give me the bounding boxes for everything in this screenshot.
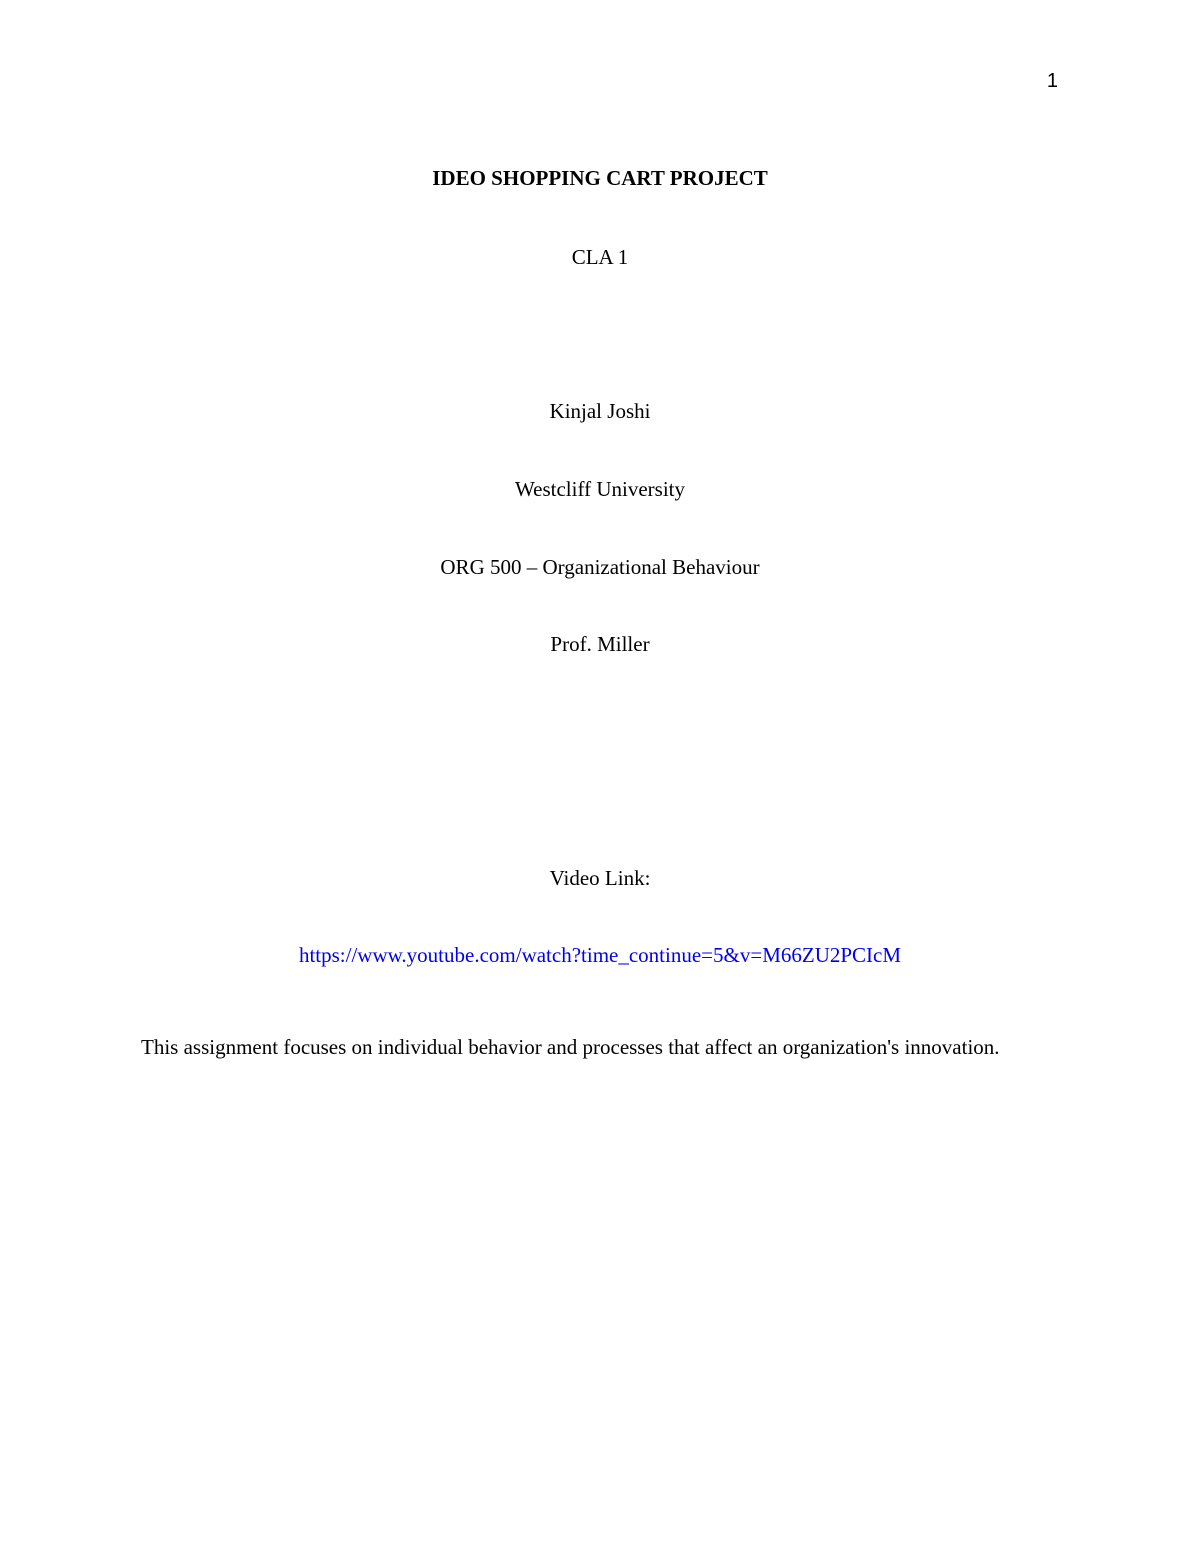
body-paragraph: This assignment focuses on individual behavior and processes that affect an organization's innovation. xyxy=(141,1035,1000,1059)
author-name: Kinjal Joshi xyxy=(549,399,651,423)
professor-name: Prof. Miller xyxy=(550,632,650,656)
document-title: IDEO SHOPPING CART PROJECT xyxy=(432,166,768,190)
course-name: ORG 500 – Organizational Behaviour xyxy=(440,555,760,579)
video-link-label: Video Link: xyxy=(549,866,651,890)
video-link[interactable]: https://www.youtube.com/watch?time_continue=5&v=M66ZU2PCIcM xyxy=(298,943,902,967)
video-link-line xyxy=(0,943,1200,967)
document-subtitle: CLA 1 xyxy=(571,245,629,269)
page-number: 1 xyxy=(1046,70,1058,92)
institution-name: Westcliff University xyxy=(515,477,685,501)
